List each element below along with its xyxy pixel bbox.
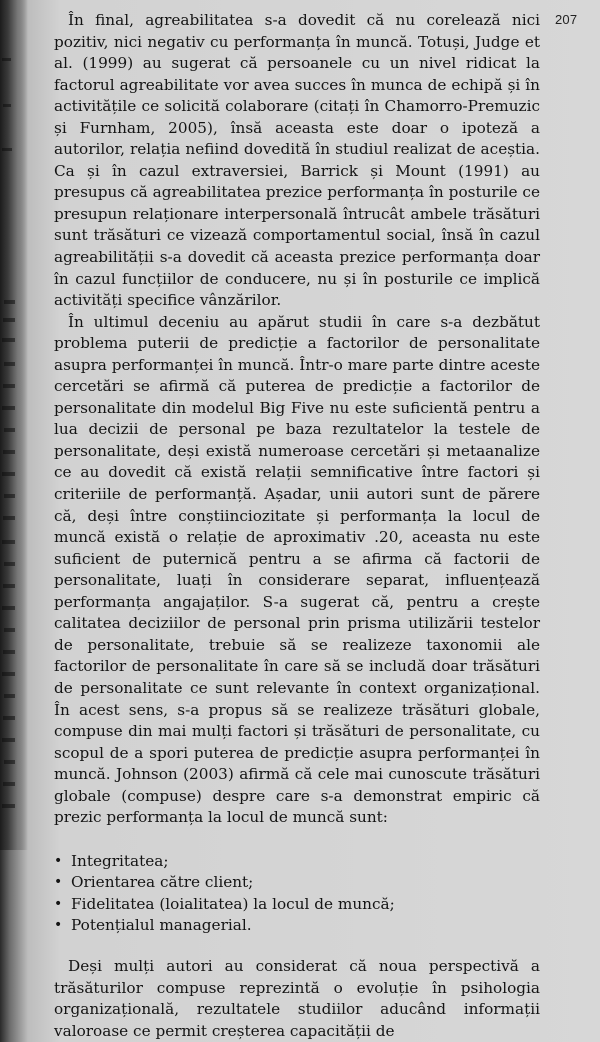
list-item: • Integritatea; — [54, 851, 540, 873]
facing-page-edge — [0, 0, 20, 850]
paragraph-predictive-power: În ultimul deceniu au apărut studii în care s-a dezbătut problema puterii de predicție a factorilor de personalitate asupra performanței în muncă. Într-o mare parte dintre aceste cercetări se afirmă că puterea de predicție a factorilor de personalitate din modelul Big Five nu este suficientă pentru a lua decizii de personal pe baza rezultatelor la testele de personalitate, deși există numeroase cercetări și metaanalize ce au dovedit că există relații semnificative între factori și criteriile de performanță. Așadar, unii autori sunt de părere că, deși între conștiinciozitate și performanța la locul de muncă există o relație de aproximativ .20, aceasta nu este suficient de puternică pentru a se afirma că factorii de personalitate, luați în considerare separat, influențează performanța angajaților. S-a sugerat că, pentru a crește calitatea deciziilor de personal prin prisma utilizării testelor de personalitate, trebuie să se realizeze taxonomii ale factorilor de personalitate în care să se includă doar trăsături de personalitate ce sunt relevante în context organizațional. În acest sens, s-a propus să se realizeze trăsături globale, compuse din mai mulți factori și trăsături de personalitate, cu scopul de a spori puterea de predicție asupra performanței în muncă. Johnson (2003) afirmă că cele mai cunoscute trăsături globale (compuse) despre care s-a demonstrat empiric că prezic performanța la locul de muncă sunt: — [54, 312, 540, 827]
list-item: • Fidelitatea (loialitatea) la locul de muncă; — [54, 894, 540, 916]
spacer — [54, 829, 540, 851]
paragraph-agreeableness: În final, agreabilitatea s-a dovedit că nu corelează nici pozitiv, nici negativ cu performanța în muncă. Totuși, Judge et al. (1999) au sugerat că persoanele cu un nivel ridicat la factorul agreabilitate vor avea succes în munca de echipă și în activitățile ce solicită colaborare (citați în Chamorro-Premuzic și Furnham, 2005), însă aceasta este doar o ipoteză a autorilor, relația nefiind dovedită în studiul realizat de aceștia. Ca și în cazul extraversiei, Barrick și Mount (1991) au presupus că agreabilitatea prezice performanța în posturile ce presupun relaționare interpersonală întrucât ambele trăsături sunt trăsături ce vizează comportamentul social, însă în cazul agreabilității s-a dovedit că aceasta prezice performanța doar în cazul funcțiilor de conducere, nu și în posturile ce implică activități specifice vânzărilor. — [54, 11, 540, 310]
list-item: • Orientarea către client; — [54, 872, 540, 894]
paragraph-compound-traits: Deși mulți autori au considerat că noua perspectivă a trăsăturilor compuse reprezintă o evoluție în psihologia organizațională, rezultatele studiilor aducând informații valoroase ce permit creșterea capacității de — [54, 956, 540, 1040]
page-number: 207 — [555, 12, 578, 27]
list-item: • Potențialul managerial. — [54, 915, 540, 937]
global-traits-list — [54, 851, 540, 937]
body-text — [54, 10, 540, 1042]
